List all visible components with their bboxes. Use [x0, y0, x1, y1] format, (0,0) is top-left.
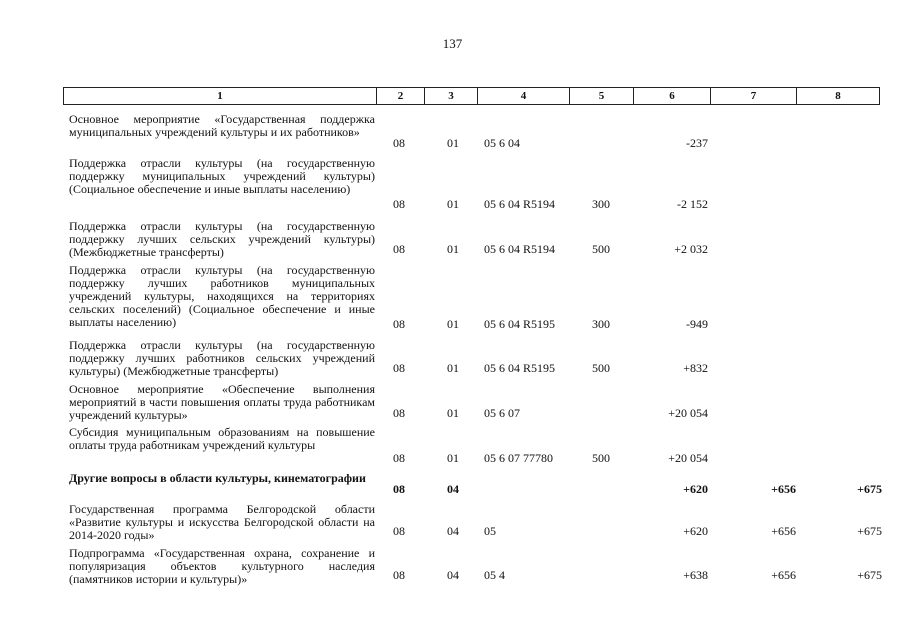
- row-col-7: +656: [771, 524, 796, 538]
- page-number: 137: [442, 36, 463, 51]
- row-col-4: 05: [484, 524, 496, 538]
- row-description: Другие вопросы в области культуры, кинематографии: [69, 471, 366, 485]
- row-description: Основное мероприятие «Государственная поддержка муниципальных учреждений культуры и их работников»: [69, 112, 375, 139]
- row-col-2: 08: [393, 136, 405, 150]
- row-col-6: +638: [683, 568, 708, 582]
- row-col-3: 01: [447, 406, 459, 420]
- row-col-3: 01: [447, 242, 459, 256]
- row-col-2: 08: [393, 361, 405, 375]
- row-col-2: 08: [393, 197, 405, 211]
- header-col-3: 3: [425, 88, 478, 104]
- row-col-4: 05 6 04 R5194: [484, 197, 556, 211]
- row-description: Основное мероприятие «Обеспечение выполнения мероприятий в части повышения оплаты труда работникам учреждений культуры»: [69, 382, 375, 422]
- row-col-6: -949: [686, 317, 708, 331]
- row-col-2: 08: [393, 524, 405, 538]
- header-col-6: 6: [634, 88, 711, 104]
- row-col-3: 01: [447, 317, 459, 331]
- row-col-5: 500: [592, 361, 610, 375]
- row-col-3: 01: [447, 136, 459, 150]
- row-col-2: 08: [393, 568, 405, 582]
- header-col-4: 4: [478, 88, 570, 104]
- row-description: Поддержка отрасли культуры (на государственную поддержку лучших сельских учреждений культуры) (Межбюджетные трансферты): [69, 219, 375, 259]
- row-col-5: 500: [592, 451, 610, 465]
- row-col-4: 05 6 04 R5195: [484, 361, 556, 375]
- row-col-3: 04: [447, 524, 459, 538]
- row-col-6: +20 054: [668, 406, 708, 420]
- header-col-5: 5: [570, 88, 634, 104]
- row-col-6: -237: [686, 136, 708, 150]
- row-col-3: 01: [447, 361, 459, 375]
- row-col-4: 05 6 07 77780: [484, 451, 553, 465]
- row-col-2: 08: [393, 242, 405, 256]
- row-col-2: 08: [393, 406, 405, 420]
- row-col-5: 300: [592, 317, 610, 331]
- row-col-2: 08: [393, 317, 405, 331]
- header-col-7: 7: [711, 88, 797, 104]
- row-col-5: 500: [592, 242, 610, 256]
- row-col-3: 04: [447, 482, 459, 496]
- row-col-4: 05 6 04 R5194: [484, 242, 556, 256]
- row-col-6: +832: [683, 361, 708, 375]
- row-description: Поддержка отрасли культуры (на государственную поддержку муниципальных учреждений культуры) (Социальное обеспечение и иные выплаты населению): [69, 156, 375, 196]
- row-col-3: 01: [447, 451, 459, 465]
- row-col-4: 05 6 07: [484, 406, 520, 420]
- row-col-8: +675: [857, 524, 882, 538]
- row-col-3: 01: [447, 197, 459, 211]
- row-description: Государственная программа Белгородской области «Развитие культуры и искусства Белгородской области на 2014-2020 годы»: [69, 502, 375, 542]
- row-col-6: +20 054: [668, 451, 708, 465]
- row-col-4: 05 4: [484, 568, 505, 582]
- row-col-6: -2 152: [677, 197, 708, 211]
- row-col-4: 05 6 04 R5195: [484, 317, 556, 331]
- row-description: Поддержка отрасли культуры (на государственную поддержку лучших работников сельских учреждений культуры) (Межбюджетные трансферты): [69, 338, 375, 378]
- row-col-7: +656: [771, 482, 796, 496]
- row-col-6: +620: [683, 524, 708, 538]
- row-description: Поддержка отрасли культуры (на государственную поддержку лучших работников муниципальных учреждений культуры, находящихся на территориях сельских поселений) (Социальное обеспечение и иные выплаты населению): [69, 263, 375, 329]
- row-col-4: 05 6 04: [484, 136, 520, 150]
- row-description: Субсидия муниципальным образованиям на повышение оплаты труда работникам учреждений культуры: [69, 425, 375, 452]
- row-col-6: +2 032: [674, 242, 708, 256]
- table-header: [63, 87, 880, 105]
- row-col-5: 300: [592, 197, 610, 211]
- row-description: Подпрограмма «Государственная охрана, сохранение и популяризация объектов культурного наследия (памятников истории и культуры)»: [69, 546, 375, 586]
- row-col-3: 04: [447, 568, 459, 582]
- row-col-6: +620: [683, 482, 708, 496]
- row-col-8: +675: [857, 568, 882, 582]
- header-col-8: 8: [835, 90, 841, 102]
- row-col-2: 08: [393, 451, 405, 465]
- row-col-7: +656: [771, 568, 796, 582]
- header-col-1: 1: [64, 88, 377, 104]
- header-col-2: 2: [377, 88, 425, 104]
- row-col-2: 08: [393, 482, 405, 496]
- row-col-8: +675: [857, 482, 882, 496]
